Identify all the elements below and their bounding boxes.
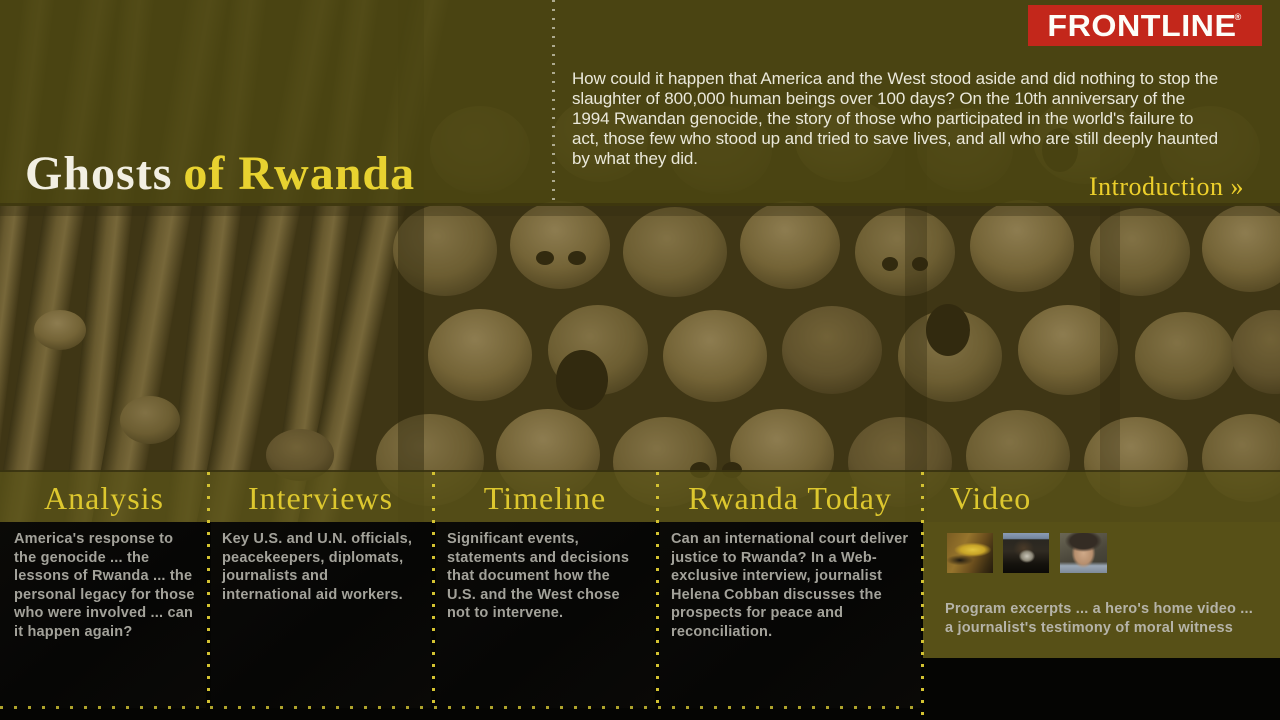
nav-link-interviews[interactable]: Interviews <box>247 480 394 516</box>
nav-link-timeline[interactable]: Timeline <box>483 480 607 516</box>
nav-dotted-separator-2 <box>432 472 435 710</box>
nav-dotted-separator-3 <box>656 472 659 710</box>
nav-link-analysis[interactable]: Analysis <box>44 480 164 516</box>
nav-link-rwanda-today[interactable]: Rwanda Today <box>688 480 892 516</box>
video-description: Program excerpts ... a hero's home video ... a journalist's testimony of moral witness <box>945 601 1253 636</box>
page-title <box>25 146 550 201</box>
nav-dotted-separator-1 <box>207 472 210 710</box>
frontline-logo[interactable] <box>1028 5 1262 46</box>
intro-paragraph: How could it happen that America and the West stood aside and did nothing to stop the slaughter of 800,000 human beings over 100 days? On the 10th anniversary of the 1994 Rwandan genocide, the story of those who participated in the world's failure to act, those few who stood up and tried to save lives, and all who are still deeply haunted by what they did. <box>572 69 1219 168</box>
timeline-description: Significant events, statements and decisions that document how the U.S. and the West chose not to intervene. <box>447 531 630 621</box>
analysis-description: America's response to the genocide ... the lessons of Rwanda ... the personal legacy for those who were involved ... can it happen again? <box>14 531 195 640</box>
video-thumb-machete-scene[interactable] <box>947 533 993 573</box>
video-thumb-journalist-portrait[interactable] <box>1060 533 1107 573</box>
olive-overlay-mid <box>0 206 1280 470</box>
video-thumb-soldier-drinking[interactable] <box>1003 533 1049 573</box>
frontline-logo-text: FRONTLINE <box>1047 7 1237 43</box>
rwanda-today-description: Can an international court deliver justice to Rwanda? In a Web-exclusive interview, journalist Helena Cobban discusses the prospects for peace and reconciliation. <box>671 531 909 640</box>
nav-link-video[interactable]: Video <box>950 480 1032 516</box>
interviews-description: Key U.S. and U.N. officials, peacekeepers, diplomats, journalists and international aid workers. <box>222 531 413 603</box>
nav-dotted-separator-4 <box>921 472 924 720</box>
introduction-link[interactable]: Introduction » <box>1088 172 1244 201</box>
page-title-ghosts: Ghosts <box>25 147 173 200</box>
bottom-dotted-rule <box>0 706 924 709</box>
page-title-of-rwanda: of Rwanda <box>183 147 416 200</box>
registered-trademark-symbol: ® <box>1234 11 1242 22</box>
header-dotted-divider <box>552 0 555 206</box>
